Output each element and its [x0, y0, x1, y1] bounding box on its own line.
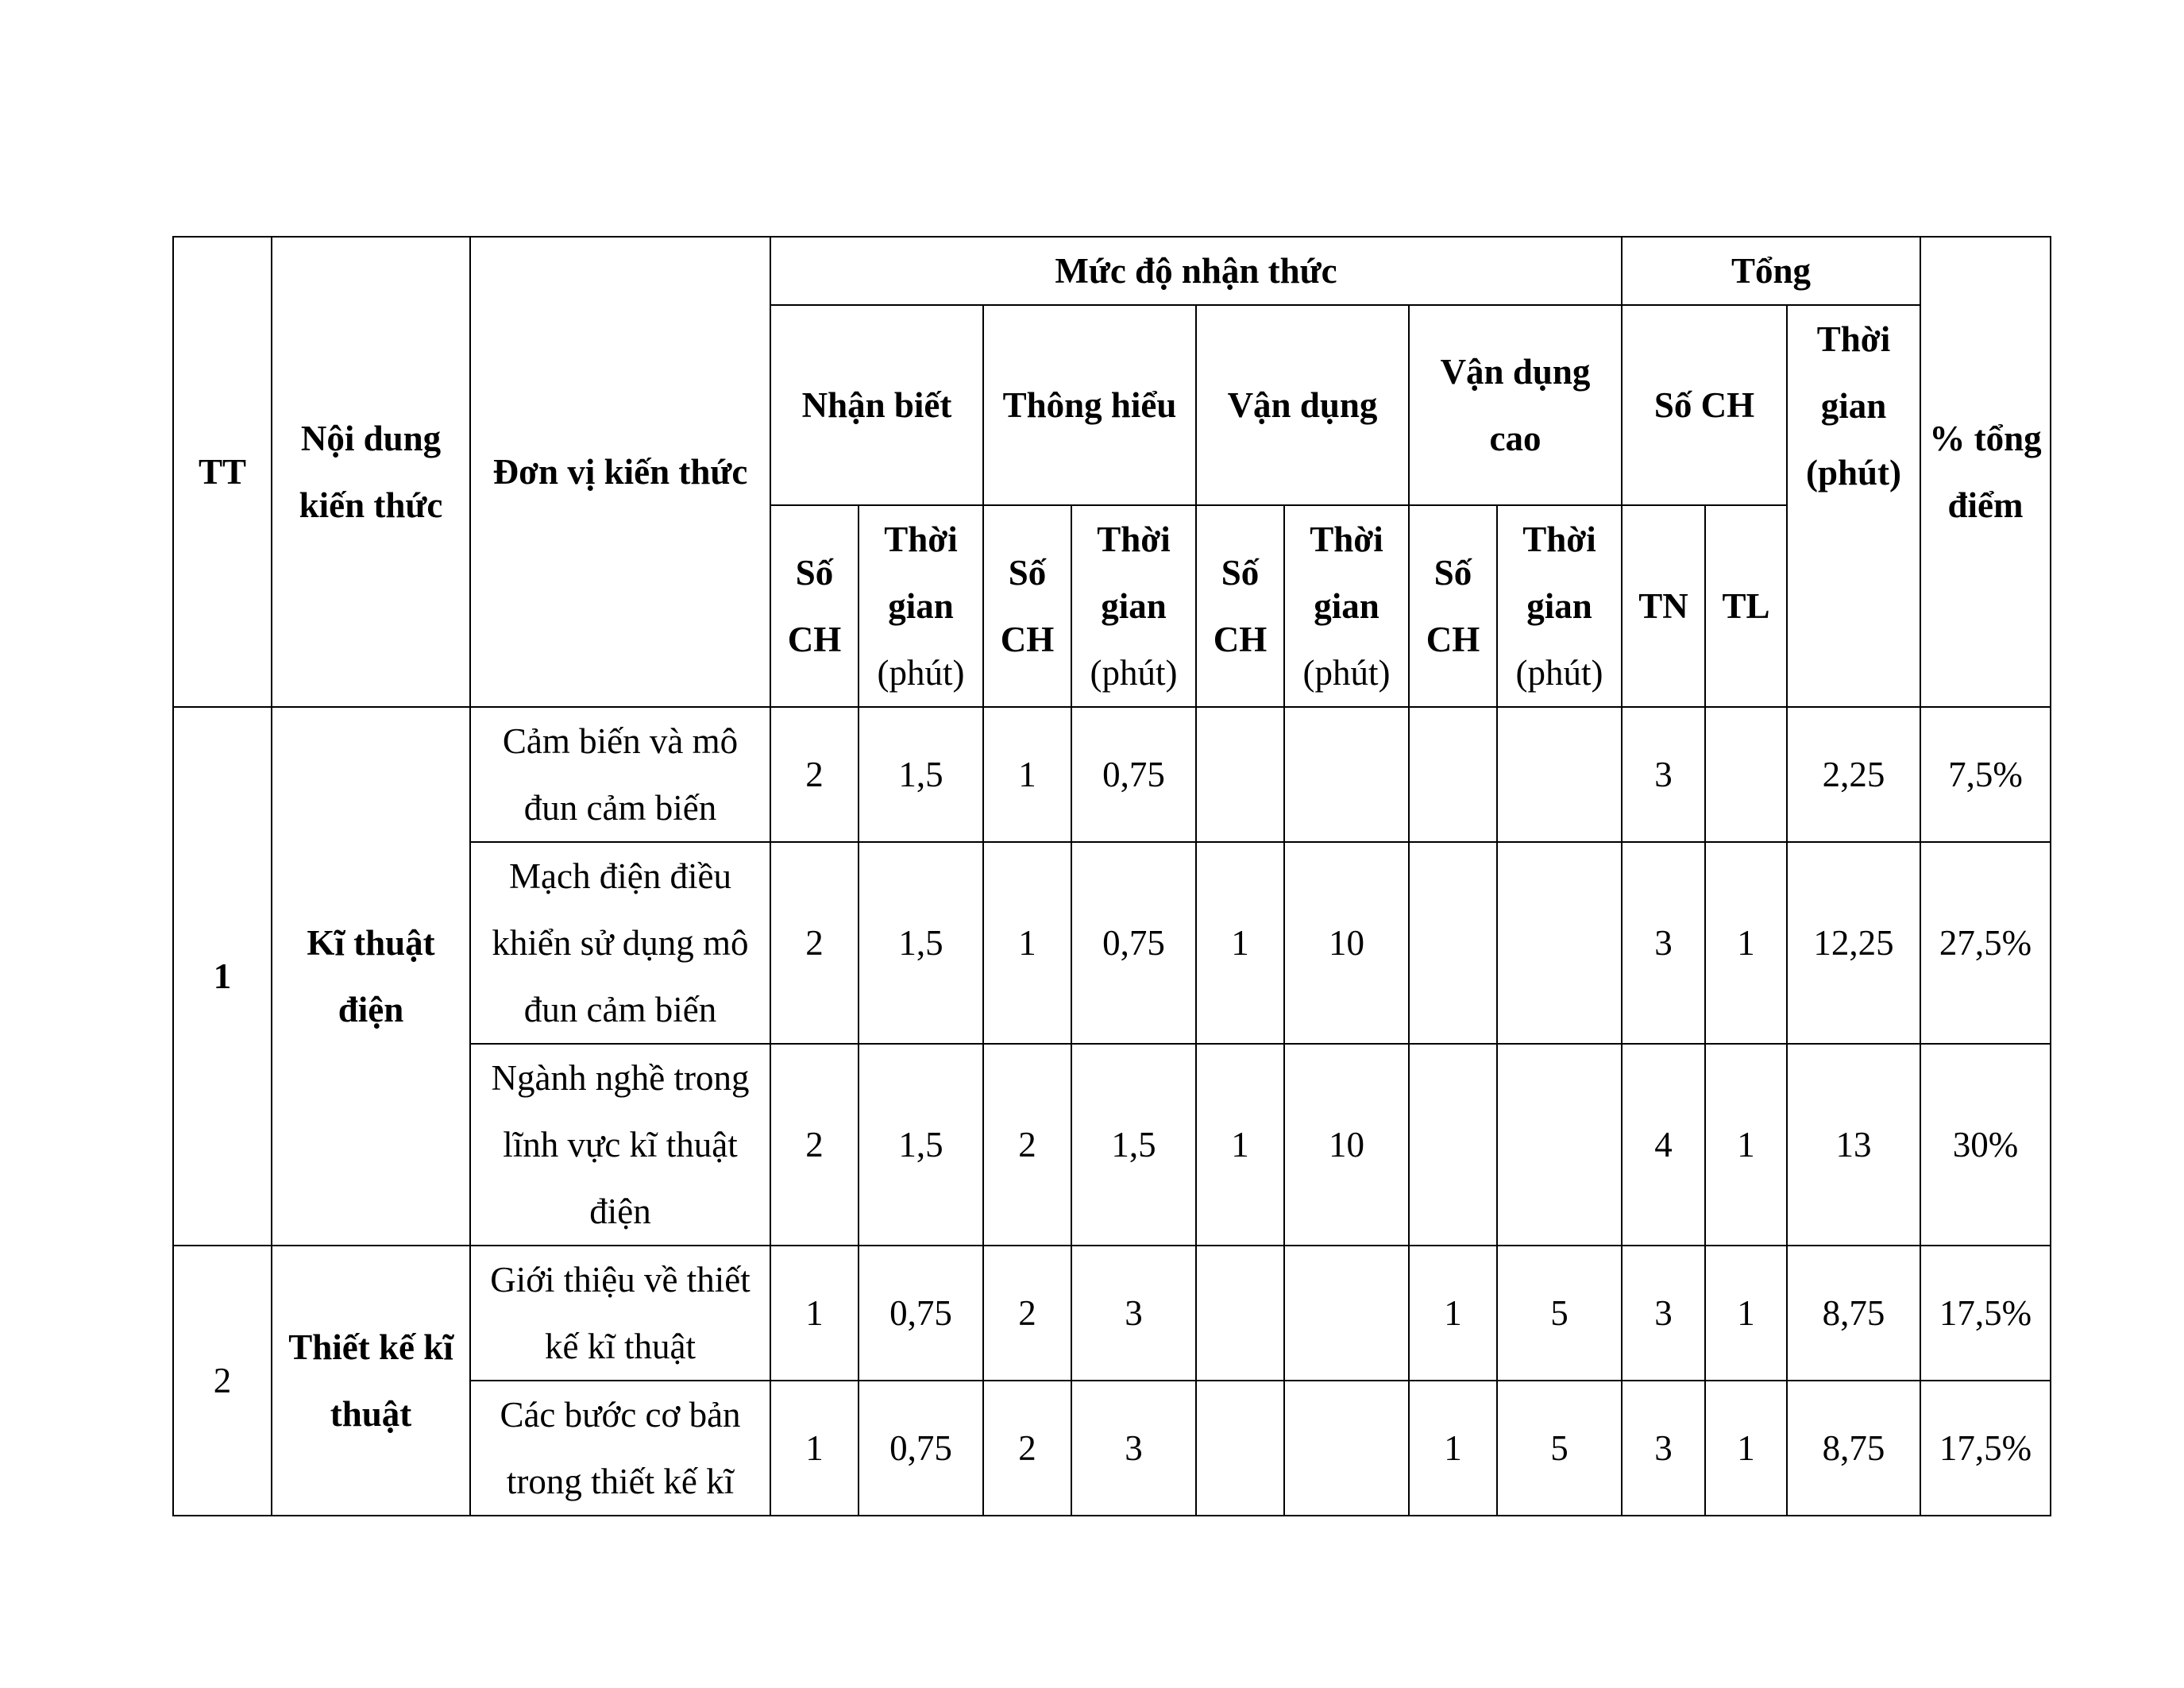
- vdc-time: [1497, 707, 1622, 842]
- th-count: 2: [983, 1246, 1071, 1381]
- header-level-recognize: Nhận biết: [770, 305, 983, 505]
- vd-count: 1: [1196, 1044, 1284, 1246]
- percent-cell: 17,5%: [1920, 1381, 2051, 1516]
- header-sub-time-unit: (phút): [877, 653, 965, 693]
- nb-time: 0,75: [859, 1246, 983, 1381]
- percent-cell: 7,5%: [1920, 707, 2051, 842]
- percent-cell: 30%: [1920, 1044, 2051, 1246]
- header-level-apply: Vận dụng: [1196, 305, 1409, 505]
- th-time: 0,75: [1071, 707, 1196, 842]
- header-total-count: Số CH: [1622, 305, 1787, 505]
- header-sub-time-label: Thời gian: [1097, 520, 1171, 626]
- vd-time: 10: [1284, 842, 1409, 1044]
- nb-time: 1,5: [859, 1044, 983, 1246]
- header-sub-time: [1071, 505, 1196, 707]
- unit-cell: Các bước cơ bản trong thiết kế kĩ: [470, 1381, 770, 1516]
- total-tl: 1: [1705, 1381, 1787, 1516]
- nb-count: 2: [770, 1044, 859, 1246]
- nb-count: 1: [770, 1246, 859, 1381]
- unit-cell: Cảm biến và mô đun cảm biến: [470, 707, 770, 842]
- th-time: 1,5: [1071, 1044, 1196, 1246]
- percent-cell: 27,5%: [1920, 842, 2051, 1044]
- total-tn: 3: [1622, 1381, 1705, 1516]
- th-time: 3: [1071, 1381, 1196, 1516]
- header-sub-time-unit: (phút): [1090, 653, 1178, 693]
- nb-time: 1,5: [859, 707, 983, 842]
- vdc-count: 1: [1409, 1246, 1497, 1381]
- th-count: 1: [983, 707, 1071, 842]
- total-time: 13: [1787, 1044, 1920, 1246]
- percent-cell: 17,5%: [1920, 1246, 2051, 1381]
- nb-count: 2: [770, 842, 859, 1044]
- group-content: Kĩ thuật điện: [272, 707, 470, 1246]
- header-sub-time: [1497, 505, 1622, 707]
- vdc-count: [1409, 707, 1497, 842]
- vdc-count: 1: [1409, 1381, 1497, 1516]
- nb-time: 0,75: [859, 1381, 983, 1516]
- header-sub-time-label: Thời gian: [884, 520, 958, 626]
- th-count: 1: [983, 842, 1071, 1044]
- total-time: 8,75: [1787, 1381, 1920, 1516]
- total-tn: 3: [1622, 842, 1705, 1044]
- header-content: Nội dung kiến thức: [272, 237, 470, 707]
- vdc-time: 5: [1497, 1246, 1622, 1381]
- vdc-time: 5: [1497, 1381, 1622, 1516]
- header-percent-total: % tổng điểm: [1920, 237, 2051, 707]
- vdc-time: [1497, 1044, 1622, 1246]
- vd-time: [1284, 1246, 1409, 1381]
- total-tn: 4: [1622, 1044, 1705, 1246]
- nb-count: 1: [770, 1381, 859, 1516]
- th-time: 3: [1071, 1246, 1196, 1381]
- header-total: Tổng: [1622, 237, 1920, 305]
- header-unit: Đơn vị kiến thức: [470, 237, 770, 707]
- total-time: 8,75: [1787, 1246, 1920, 1381]
- header-sub-count: Số CH: [1196, 505, 1284, 707]
- header-sub-count: Số CH: [1409, 505, 1497, 707]
- th-time: 0,75: [1071, 842, 1196, 1044]
- total-tl: 1: [1705, 1044, 1787, 1246]
- header-sub-time: [1284, 505, 1409, 707]
- vd-count: [1196, 1246, 1284, 1381]
- vd-time: 10: [1284, 1044, 1409, 1246]
- group-number: 2: [173, 1246, 272, 1516]
- total-time: 2,25: [1787, 707, 1920, 842]
- header-sub-count: Số CH: [983, 505, 1071, 707]
- header-level-apply-high: Vận dụng cao: [1409, 305, 1622, 505]
- nb-count: 2: [770, 707, 859, 842]
- vd-count: 1: [1196, 842, 1284, 1044]
- header-sub-time-unit: (phút): [1302, 653, 1391, 693]
- header-sub-time: [859, 505, 983, 707]
- group-number: 1: [173, 707, 272, 1246]
- header-tt: TT: [173, 237, 272, 707]
- unit-cell: Mạch điện điều khiển sử dụng mô đun cảm biến: [470, 842, 770, 1044]
- header-sub-count: Số CH: [770, 505, 859, 707]
- header-sub-time-label: Thời gian: [1310, 520, 1383, 626]
- total-tn: 3: [1622, 707, 1705, 842]
- total-tn: 3: [1622, 1246, 1705, 1381]
- header-sub-time-unit: (phút): [1515, 653, 1603, 693]
- header-tn: TN: [1622, 505, 1705, 707]
- total-tl: [1705, 707, 1787, 842]
- vd-count: [1196, 1381, 1284, 1516]
- th-count: 2: [983, 1381, 1071, 1516]
- vd-count: [1196, 707, 1284, 842]
- total-tl: 1: [1705, 842, 1787, 1044]
- total-tl: 1: [1705, 1246, 1787, 1381]
- unit-cell: Giới thiệu về thiết kế kĩ thuật: [470, 1246, 770, 1381]
- total-time: 12,25: [1787, 842, 1920, 1044]
- header-sub-time-label: Thời gian: [1522, 520, 1596, 626]
- exam-matrix-table: [172, 236, 2051, 1516]
- header-cognitive-level: Mức độ nhận thức: [770, 237, 1622, 305]
- group-content: Thiết kế kĩ thuật: [272, 1246, 470, 1516]
- vdc-count: [1409, 842, 1497, 1044]
- vd-time: [1284, 1381, 1409, 1516]
- header-total-time: Thời gian (phút): [1787, 305, 1920, 707]
- header-level-understand: Thông hiểu: [983, 305, 1196, 505]
- nb-time: 1,5: [859, 842, 983, 1044]
- vdc-count: [1409, 1044, 1497, 1246]
- unit-cell: Ngành nghề trong lĩnh vực kĩ thuật điện: [470, 1044, 770, 1246]
- vdc-time: [1497, 842, 1622, 1044]
- vd-time: [1284, 707, 1409, 842]
- th-count: 2: [983, 1044, 1071, 1246]
- header-tl: TL: [1705, 505, 1787, 707]
